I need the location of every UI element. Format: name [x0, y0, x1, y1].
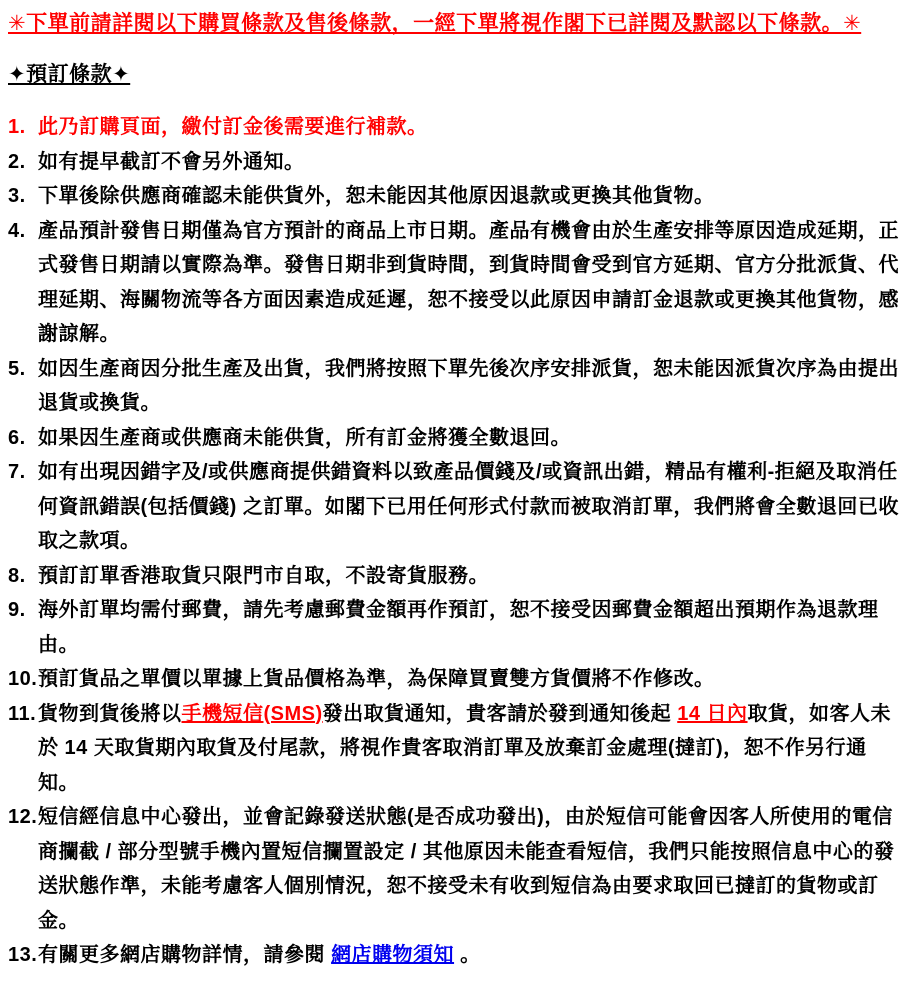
term-text-segment: 下單後除供應商確認未能供貨外，恕未能因其他原因退款或更換其他貨物。 — [38, 185, 715, 207]
term-item — [8, 455, 899, 559]
term-number: 7. — [8, 461, 26, 483]
term-text-segment: 貨物到貨後將以 — [38, 702, 182, 725]
term-number: 2. — [8, 150, 26, 173]
term-number: 3. — [8, 185, 26, 207]
term-number: 9. — [8, 599, 26, 621]
term-number: 6. — [8, 426, 26, 449]
term-item — [8, 110, 899, 145]
term-text-segment: 預訂訂單香港取貨只限門市自取，不設寄貨服務。 — [38, 564, 489, 587]
term-text-segment: 如果因生產商或供應商未能供貨，所有訂金將獲全數退回。 — [38, 426, 571, 449]
term-text — [38, 800, 899, 938]
term-text — [38, 455, 899, 559]
term-item — [8, 697, 899, 801]
term-text-segment: 海外訂單均需付郵費，請先考慮郵費金額再作預訂，恕不接受因郵費金額超出預期作為退款理由。 — [38, 599, 879, 656]
term-text-segment: 預訂貨品之單價以單據上貨品價格為準，為保障買賣雙方貨價將不作修改。 — [38, 668, 715, 690]
term-item — [8, 559, 899, 594]
term-text-segment: 有關更多網店購物詳情，請參閱 — [38, 944, 332, 966]
term-number: 13. — [8, 944, 38, 966]
store-shopping-notice-link[interactable]: 網店購物須知 — [331, 944, 455, 966]
term-number: 1. — [8, 116, 26, 138]
page-title: ✳下單前請詳閱以下購買條款及售後條款，一經下單將視作閣下已詳閱及默認以下條款。✳ — [8, 12, 862, 35]
term-number: 8. — [8, 564, 26, 587]
term-text — [38, 145, 899, 180]
deposit-notice-text: 此乃訂購頁面，繳付訂金後需要進行補款。 — [38, 116, 428, 138]
term-text — [38, 421, 899, 456]
term-text — [38, 110, 899, 145]
term-text — [38, 938, 899, 973]
term-text-segment: 產品預計發售日期僅為官方預計的商品上市日期。產品有機會由於生產安排等原因造成延期，正式發售日期請以實際為準。發售日期非到貨時間，到貨時間會受到官方延期、官方分批派貨、代理延期、海關物流等各方面因素造成延遲，恕不接受以此原因申請訂金退款或更換其他貨物，感謝諒解。 — [38, 219, 899, 345]
term-number: 5. — [8, 357, 26, 380]
term-item — [8, 593, 899, 662]
term-text — [38, 214, 899, 352]
term-text — [38, 352, 899, 421]
term-text — [38, 593, 899, 662]
terms-list — [8, 110, 899, 973]
term-text — [38, 179, 899, 214]
term-item — [8, 421, 899, 456]
term-number: 12. — [8, 806, 38, 828]
term-text — [38, 559, 899, 594]
term-text-segment: 如因生產商因分批生產及出貨，我們將按照下單先後次序安排派貨，恕未能因派貨次序為由提出退貨或換貨。 — [38, 357, 899, 414]
term-number: 11. — [8, 702, 37, 725]
term-text — [38, 662, 899, 697]
term-item — [8, 352, 899, 421]
term-text-segment: 。 — [454, 944, 481, 966]
term-text-segment: 發出取貨通知，貴客請於發到通知後起 — [322, 702, 678, 725]
term-item — [8, 800, 899, 938]
term-text-segment: 取貨，如客人未於 14 天取貨期內取貨及付尾款，將視作貴客取消訂單及放棄訂金處理(撻訂)，恕不作另行通知。 — [38, 702, 892, 794]
section-heading-preorder-terms: ✦預訂條款✦ — [8, 63, 131, 86]
term-item — [8, 214, 899, 352]
term-item — [8, 145, 899, 180]
term-number: 4. — [8, 219, 26, 242]
term-item — [8, 179, 899, 214]
term-text — [38, 697, 899, 801]
pickup-deadline-emphasis: 14 日內 — [677, 702, 748, 725]
term-item — [8, 938, 899, 973]
term-text-segment: 如有出現因錯字及/或供應商提供錯資料以致產品價錢及/或資訊出錯，精品有權利-拒絕及取消任何資訊錯誤(包括價錢) 之訂單。如閣下已用任何形式付款而被取消訂單，我們將會全數退回已收取之款項。 — [38, 461, 899, 552]
term-number: 10. — [8, 668, 38, 690]
term-text-segment: 如有提早截訂不會另外通知。 — [38, 150, 305, 173]
sms-emphasis: 手機短信(SMS) — [181, 702, 323, 725]
term-text-segment: 短信經信息中心發出，並會記錄發送狀態(是否成功發出)，由於短信可能會因客人所使用的電信商攔截 / 部分型號手機內置短信攔置設定 / 其他原因未能查看短信，我們只能按照信息中心的發送狀態作準，未能考慮客人個別情況，恕不接受未有收到短信為由要求取回已撻訂的貨物或訂金。 — [38, 806, 895, 932]
term-item — [8, 662, 899, 697]
